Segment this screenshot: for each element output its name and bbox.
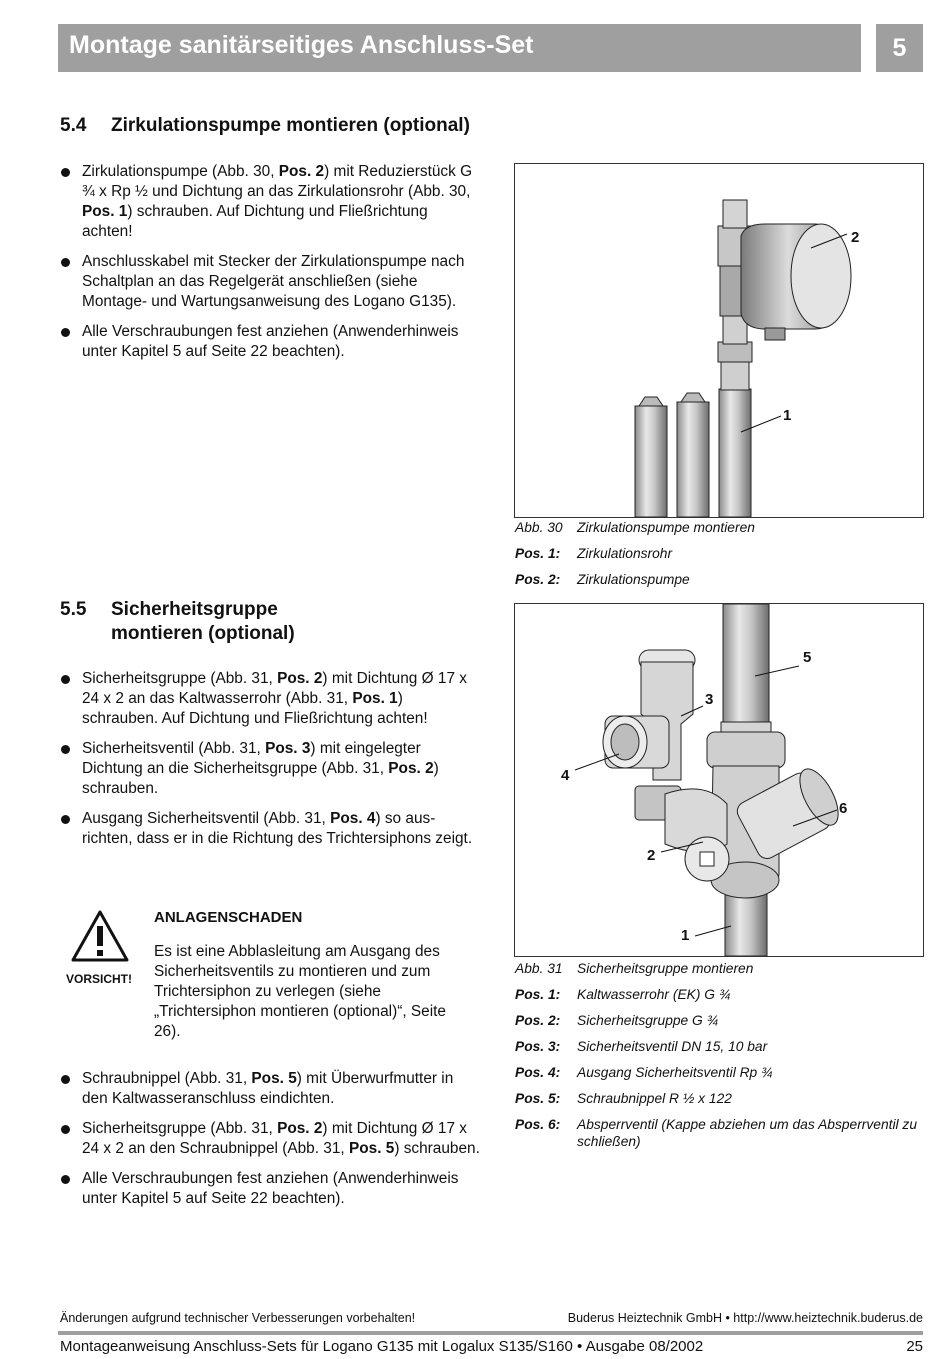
union-nut xyxy=(707,732,785,768)
section-title: Sicherheitsgruppe montieren (optional) xyxy=(111,599,295,644)
legend-row xyxy=(515,1012,925,1038)
callout-1: 1 xyxy=(681,927,690,944)
bullet-item xyxy=(60,1119,480,1159)
bullet-text: ) mit Überwurfmutter in den Kaltwasseranschluss eindichten. xyxy=(82,1070,454,1107)
bullet-item xyxy=(60,252,480,312)
caption-text: Sicherheitsgruppe montieren xyxy=(577,961,754,976)
legend-text: Zirkulationspumpe xyxy=(577,572,690,587)
position-reference: Pos. 1 xyxy=(352,690,398,707)
legend-row xyxy=(515,545,925,571)
figure-31-captions xyxy=(515,960,925,1156)
callout-2: 2 xyxy=(647,847,656,864)
position-reference: Pos. 3 xyxy=(265,740,311,757)
figure-30-illustration xyxy=(515,164,923,517)
bullet-item xyxy=(60,669,480,729)
bullet-text: Sicherheitsventil (Abb. 31, xyxy=(82,740,266,757)
position-reference: Pos. 2 xyxy=(388,760,434,777)
bullet-item xyxy=(60,322,480,362)
legend-row xyxy=(515,986,925,1012)
bullet-item xyxy=(60,162,480,242)
position-reference: Pos. 5 xyxy=(251,1070,297,1087)
caption-label: Abb. 31 xyxy=(515,961,563,976)
warning-triangle-icon xyxy=(70,909,130,963)
test-knob-square xyxy=(700,852,714,866)
position-reference: Pos. 1 xyxy=(82,203,128,220)
bullet-text: ) mit Dichtung Ø 17 x 24 x 2 an das Kaltwasserrohr (Abb. 31, xyxy=(82,670,467,707)
circulation-pipe xyxy=(719,389,751,517)
callout-3: 3 xyxy=(705,691,714,708)
section-title: Zirkulationspumpe montieren (optional) xyxy=(111,115,470,136)
bullet-item xyxy=(60,1069,480,1109)
bullet-text: Alle Verschraubungen fest anziehen (Anwenderhinweis unter Kapitel 5 auf Seite 22 beachten). xyxy=(82,1170,459,1207)
section-number: 5.5 xyxy=(60,599,87,620)
legend-text: Schraubnippel R ½ x 122 xyxy=(577,1091,732,1106)
caption-text: Zirkulationspumpe montieren xyxy=(577,520,755,535)
legend-text: Kaltwasserrohr (EK) G ¾ xyxy=(577,987,731,1002)
bullet-list-5-5-continued xyxy=(60,1069,480,1219)
legend-text: Ausgang Sicherheitsventil Rp ¾ xyxy=(577,1065,773,1080)
bullet-text: Schraubnippel (Abb. 31, xyxy=(82,1070,252,1087)
fitting-upper xyxy=(723,200,747,228)
position-reference: Pos. 2 xyxy=(278,163,325,180)
legend-text: Sicherheitsventil DN 15, 10 bar xyxy=(577,1039,768,1054)
legend-row xyxy=(515,571,925,597)
legend-text: Sicherheitsgruppe G ¾ xyxy=(577,1013,719,1028)
legend-text: Zirkulationsrohr xyxy=(577,546,673,561)
pump-motor-face xyxy=(791,224,851,328)
figure-30 xyxy=(514,163,924,518)
bullet-item xyxy=(60,1169,480,1209)
caption-label: Abb. 30 xyxy=(515,520,563,535)
position-reference: Pos. 2 xyxy=(277,1120,323,1137)
legend-text: Absperrventil (Kappe abziehen um das Absperrventil zu schließen) xyxy=(577,1117,917,1149)
position-reference: Pos. 2 xyxy=(277,670,323,687)
valve-outlet-bore xyxy=(611,724,639,760)
legend-row xyxy=(515,1038,925,1064)
figure-caption xyxy=(515,519,925,545)
legend-label: Pos. 5: xyxy=(515,1091,561,1106)
bullet-text: ) schrauben. Auf Dichtung und Fließrichtung achten! xyxy=(82,203,428,240)
legend-label: Pos. 1: xyxy=(515,987,561,1002)
figure-caption xyxy=(515,960,925,986)
pipe-left-cap xyxy=(639,397,663,406)
footer-company: Buderus Heiztechnik GmbH • http://www.heiztechnik.buderus.de xyxy=(567,1311,923,1325)
footer-note: Änderungen aufgrund technischer Verbesserungen vorbehalten! xyxy=(60,1311,416,1325)
bullet-text: ) schrauben. xyxy=(82,760,439,797)
footer-document-title: Montageanweisung Anschluss-Sets für Logano G135 mit Logalux S135/S160 • Ausgabe 08/2002 xyxy=(60,1338,704,1355)
legend-label: Pos. 2: xyxy=(515,572,561,587)
legend-row xyxy=(515,1064,925,1090)
bullet-text: Sicherheitsgruppe (Abb. 31, xyxy=(82,1120,278,1137)
pipe-middle xyxy=(677,402,709,517)
cold-water-pipe xyxy=(725,894,767,956)
legend-label: Pos. 1: xyxy=(515,546,561,561)
page-header xyxy=(58,24,861,72)
legend-row xyxy=(515,1090,925,1116)
nut-lower xyxy=(718,342,752,362)
pipe-middle-cap xyxy=(681,393,705,402)
warning-title: ANLAGENSCHADEN xyxy=(154,909,303,926)
figure-31 xyxy=(514,603,924,957)
legend-row xyxy=(515,1116,925,1156)
footer-divider xyxy=(58,1331,923,1335)
bullet-text: ) mit eingelegter Dichtung an die Sicherheitsgruppe (Abb. 31, xyxy=(82,740,421,777)
warning-text: Es ist eine Abblasleitung am Ausgang des Sicherheitsventils zu montieren und zum Trichtersiphon zu verlegen (siehe „Trichtersiphon montieren (optional)“, Seite 26). xyxy=(154,943,446,1040)
legend-label: Pos. 3: xyxy=(515,1039,561,1054)
bullet-text: Sicherheitsgruppe (Abb. 31, xyxy=(82,670,278,687)
position-reference: Pos. 4 xyxy=(330,810,376,827)
callout-2: 2 xyxy=(851,229,860,246)
bullet-text: Alle Verschraubungen fest anziehen (Anwenderhinweis unter Kapitel 5 auf Seite 22 beachten). xyxy=(82,323,459,360)
figure-31-illustration xyxy=(515,604,923,956)
section-number: 5.4 xyxy=(60,115,87,136)
bullet-text: ) so ausrichten, dass er in die Richtung des Trichtersiphons zeigt. xyxy=(82,810,473,847)
callout-5: 5 xyxy=(803,649,812,666)
bullet-text: Anschlusskabel mit Stecker der Zirkulationspumpe nach Schaltplan an das Regelgerät anschließen (siehe Montage- und Wartungsanweisung des Logano G135). xyxy=(82,253,465,310)
page-number: 25 xyxy=(906,1338,923,1355)
bullet-text: Zirkulationspumpe (Abb. 30, xyxy=(82,163,279,180)
bullet-item xyxy=(60,739,480,799)
callout-4: 4 xyxy=(561,767,570,784)
chapter-number: 5 xyxy=(876,24,923,72)
callout-1: 1 xyxy=(783,407,792,424)
bullet-text: ) schrauben. xyxy=(394,1140,480,1157)
pump-foot xyxy=(765,328,785,340)
warning-label: VORSICHT! xyxy=(66,972,132,986)
pipe-left xyxy=(635,406,667,517)
screw-nipple xyxy=(723,604,769,734)
bullet-list-5-4 xyxy=(60,162,480,372)
bullet-list-5-5 xyxy=(60,669,480,859)
page-title: Montage sanitärseitiges Anschluss-Set xyxy=(69,31,534,59)
bullet-text: ) mit Reduzierstück G ¾ x Rp ½ und Dichtung an das Zirkulationsrohr (Abb. 30, xyxy=(82,163,473,200)
bullet-item xyxy=(60,809,480,849)
bullet-text: ) mit Dichtung Ø 17 x 24 x 2 an den Schraubnippel (Abb. 31, xyxy=(82,1120,467,1157)
legend-label: Pos. 6: xyxy=(515,1117,561,1132)
fitting-lower xyxy=(721,360,749,390)
callout-6: 6 xyxy=(839,800,848,817)
bullet-text: ) schrauben. Auf Dichtung und Fließrichtung achten! xyxy=(82,690,428,727)
legend-label: Pos. 2: xyxy=(515,1013,561,1028)
figure-30-captions xyxy=(515,519,925,597)
bullet-text: Ausgang Sicherheitsventil (Abb. 31, xyxy=(82,810,331,827)
legend-label: Pos. 4: xyxy=(515,1065,561,1080)
position-reference: Pos. 5 xyxy=(348,1140,395,1157)
